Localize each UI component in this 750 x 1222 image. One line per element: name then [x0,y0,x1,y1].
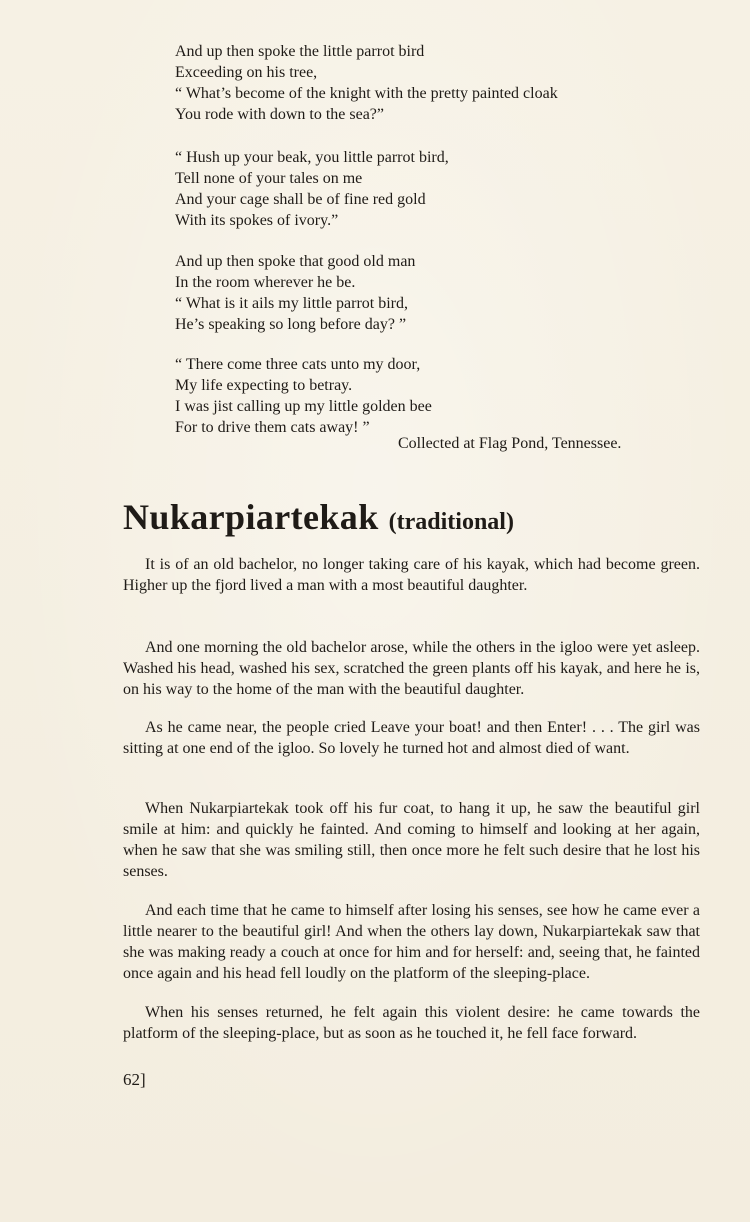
poem-line: My life expecting to betray. [175,377,353,394]
poem-line: And your cage shall be of fine red gold [175,191,426,208]
poem-line: “ What’s become of the knight with the pretty painted cloak [175,85,558,102]
story-paragraph-5: And each time that he came to himself after losing his senses, see how he came ever a little nearer to the beautiful girl! And when the others lay down, Nukarpiartekak saw that she was making ready a couch at once for him and for herself: and, seeing that, he fainted once again and his head fell loudly on the platform of the sleeping-place. [123,902,700,982]
poem-stanza-4 [175,354,695,438]
poem-line: Tell none of your tales on me [175,170,363,187]
story-paragraph-2: And one morning the old bachelor arose, while the others in the igloo were yet asleep. Washed his head, washed his sex, scratched the green plants off his kayak, and here he is, on his way to the home of the man with the beautiful daughter. [123,639,700,698]
poem-line: In the room wherever he be. [175,274,356,291]
story-paragraph-1: It is of an old bachelor, no longer taking care of his kayak, which had become green. Higher up the fjord lived a man with a most beautiful daughter. [123,556,700,594]
poem-line: With its spokes of ivory.” [175,212,339,229]
poem-line: “ There come three cats unto my door, [175,356,421,373]
poem-line: Exceeding on his tree, [175,64,318,81]
story-paragraph-4: When Nukarpiartekak took off his fur coat, to hang it up, he saw the beautiful girl smile at him: and quickly he fainted. And coming to himself and looking at her again, when he saw that she was smiling still, then once more he felt such desire that he lost his senses. [123,800,700,880]
story-paragraph-6: When his senses returned, he felt again this violent desire: he came towards the platform of the sleeping-place, but as soon as he touched it, he fell face forward. [123,1004,700,1042]
story-paragraph-3: As he came near, the people cried Leave your boat! and then Enter! . . . The girl was sitting at one end of the igloo. So lovely he turned hot and almost died of want. [123,719,700,757]
poem-attribution: Collected at Flag Pond, Tennessee. [398,435,622,452]
poem-line: He’s speaking so long before day? ” [175,316,407,333]
poem-line: “ Hush up your beak, you little parrot bird, [175,149,449,166]
poem-stanza-3 [175,251,695,335]
poem-line: “ What is it ails my little parrot bird, [175,295,408,312]
poem-stanza-2 [175,147,695,231]
story-heading [123,496,514,538]
page-number: 62] [123,1070,146,1089]
poem-stanza-1 [175,41,695,125]
poem-line: I was jist calling up my little golden bee [175,398,432,415]
poem-line: And up then spoke that good old man [175,253,416,270]
poem-line: You rode with down to the sea?” [175,106,385,123]
poem-line: For to drive them cats away! ” [175,419,370,436]
story-title: Nukarpiartekak [123,497,379,537]
story-subtitle: (traditional) [388,509,514,535]
poem-line: And up then spoke the little parrot bird [175,43,425,60]
